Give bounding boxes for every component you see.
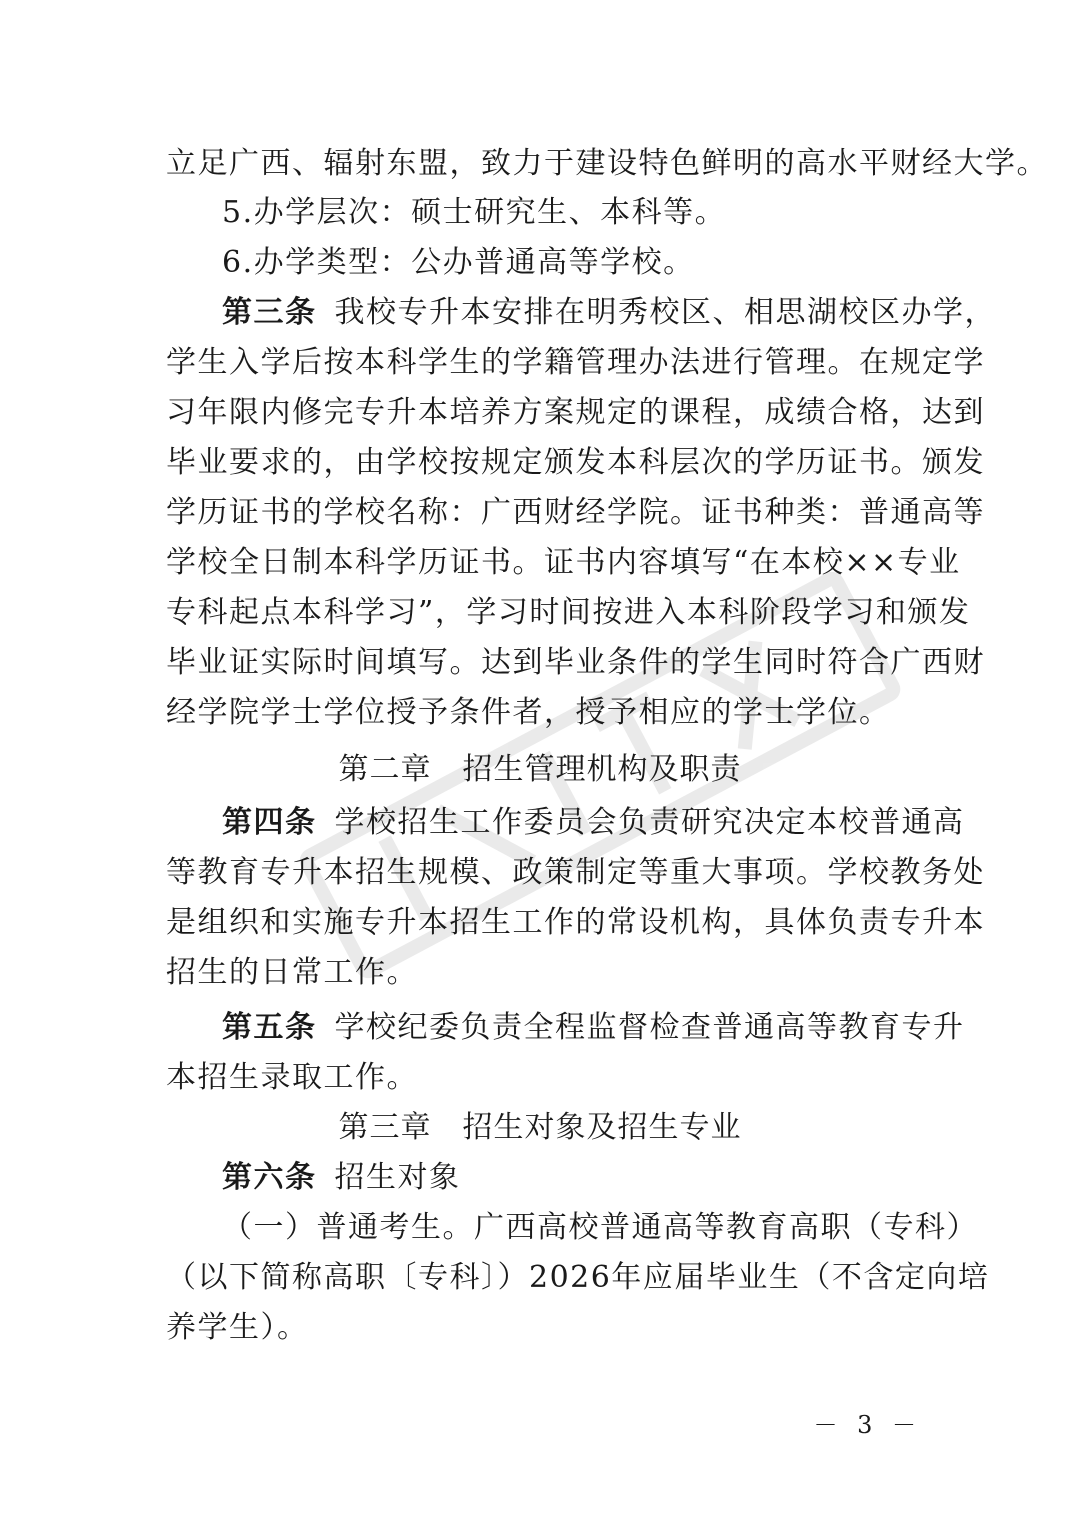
article-3-label: 第三条 (222, 295, 317, 330)
article-6-text: 招生对象 (334, 1160, 461, 1195)
article-5-text: 学校纪委负责全程监督检查普通高等教育专升 (334, 1010, 965, 1045)
article-5-label: 第五条 (222, 1010, 317, 1045)
text-line: 6.办学类型：公办普通高等学校。 (222, 245, 695, 280)
text-line: 经学院学士学位授予条件者，授予相应的学士学位。 (166, 695, 891, 730)
text-line: 习年限内修完专升本培养方案规定的课程，成绩合格，达到 (166, 395, 985, 430)
article-5-first-line (222, 1010, 965, 1046)
text-line: 等教育专升本招生规模、政策制定等重大事项。学校教务处 (166, 855, 985, 890)
article-3-text: 我校专升本安排在明秀校区、相思湖校区办学， (334, 295, 996, 330)
text-line: 招生的日常工作。 (166, 955, 418, 990)
text-line: 5.办学层次：硕士研究生、本科等。 (222, 195, 727, 230)
text-line: 毕业要求的，由学校按规定颁发本科层次的学历证书。颁发 (166, 445, 985, 480)
article-6-first-line (222, 1160, 918, 1196)
text-line: 是组织和实施专升本招生工作的常设机构，具体负责专升本 (166, 905, 985, 940)
article-4-text: 学校招生工作委员会负责研究决定本校普通高 (334, 805, 965, 840)
text-line: 毕业证实际时间填写。达到毕业条件的学生同时符合广西财 (166, 645, 985, 680)
article-4-label: 第四条 (222, 805, 317, 840)
text-line: （一）普通考生。广西高校普通高等教育高职（专科） (222, 1210, 978, 1245)
article-3-first-line (222, 295, 996, 331)
text-line: 专科起点本科学习”，学习时间按进入本科阶段学习和颁发 (166, 595, 971, 630)
text-line: 学校全日制本科学历证书。证书内容填写“在本校××专业 (166, 545, 961, 580)
text-line: （以下简称高职〔专科〕）2026年应届毕业生（不含定向培 (166, 1260, 990, 1295)
text-line: 本招生录取工作。 (166, 1060, 418, 1095)
text-line: 立足广西、辐射东盟，致力于建设特色鲜明的高水平财经大学。 (166, 146, 1048, 181)
text-line: 学生入学后按本科学生的学籍管理办法进行管理。在规定学 (166, 345, 985, 380)
text-line: 养学生）。 (166, 1310, 309, 1345)
article-4-first-line (222, 805, 965, 841)
chapter-2-heading: 第二章 招生管理机构及职责 (338, 752, 742, 787)
text-line: 学历证书的学校名称：广西财经学院。证书种类：普通高等 (166, 495, 985, 530)
article-6-label: 第六条 (222, 1160, 317, 1195)
chapter-3-heading: 第三章 招生对象及招生专业 (338, 1110, 742, 1145)
page-number: － 3 － (813, 1411, 922, 1439)
